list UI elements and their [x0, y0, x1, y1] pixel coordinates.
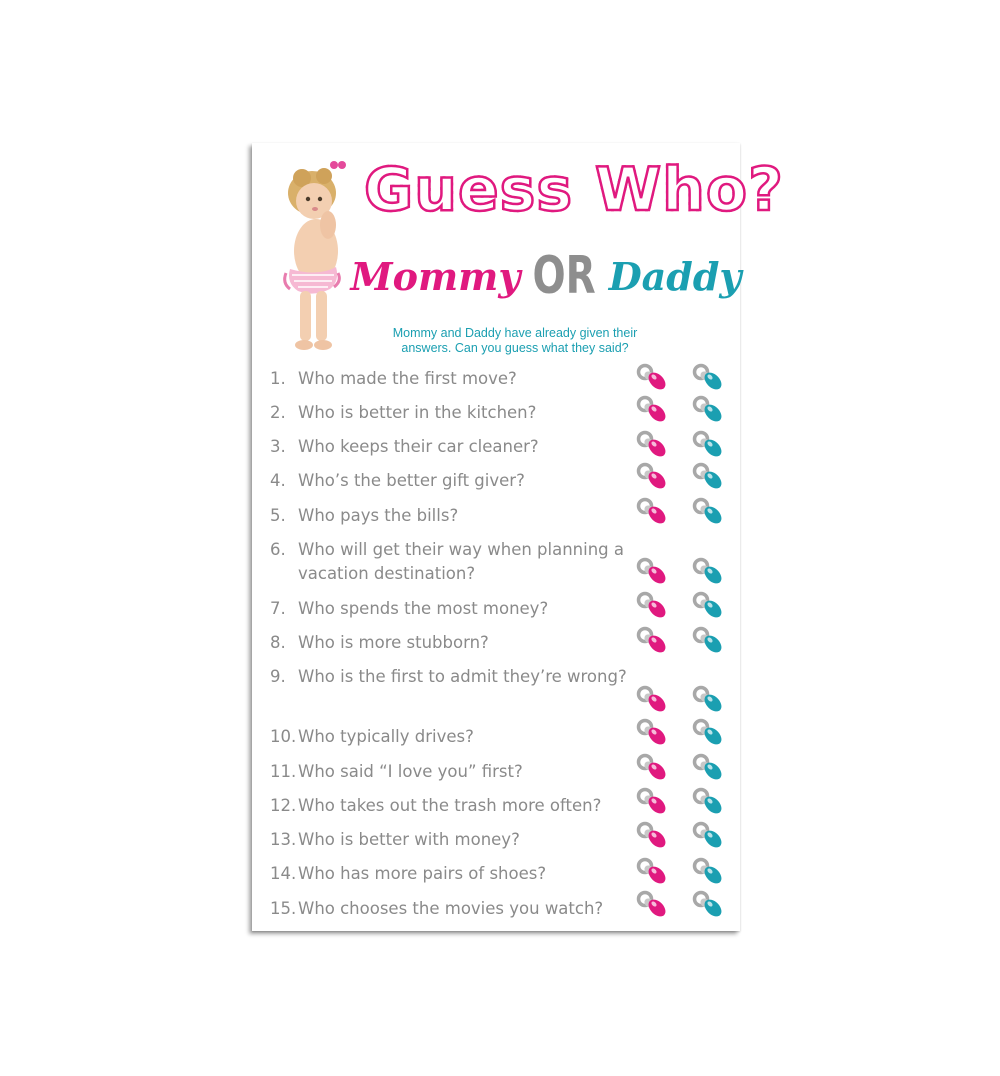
question-row — [270, 828, 650, 852]
question-text: Who is better in the kitchen? — [298, 403, 537, 422]
question-text: Who has more pairs of shoes? — [298, 864, 547, 883]
pink-pacifier-icon[interactable] — [636, 462, 670, 490]
question-number: 6. — [270, 540, 286, 559]
question-row — [270, 862, 650, 886]
teal-pacifier-icon[interactable] — [692, 685, 726, 713]
question-row — [270, 794, 650, 818]
pink-pacifier-icon[interactable] — [636, 787, 670, 815]
question-number: 4. — [270, 471, 286, 490]
teal-pacifier-icon[interactable] — [692, 462, 726, 490]
teal-pacifier-icon[interactable] — [692, 753, 726, 781]
question-row — [270, 435, 650, 459]
teal-pacifier-icon[interactable] — [692, 430, 726, 458]
question-row — [270, 897, 650, 921]
question-row — [270, 760, 650, 784]
instructions-text: Mommy and Daddy have already given their answers. Can you guess what they said? — [392, 326, 638, 355]
pink-pacifier-icon[interactable] — [636, 363, 670, 391]
pink-pacifier-icon[interactable] — [636, 497, 670, 525]
pink-pacifier-icon[interactable] — [636, 753, 670, 781]
question-text: Who’s the better gift giver? — [298, 471, 525, 490]
baby-girl-illustration — [268, 151, 356, 356]
teal-pacifier-icon[interactable] — [692, 591, 726, 619]
question-text: Who is the first to admit they’re wrong? — [298, 667, 627, 686]
question-number: 13. — [270, 830, 297, 849]
teal-pacifier-icon[interactable] — [692, 857, 726, 885]
pink-pacifier-icon[interactable] — [636, 718, 670, 746]
pink-pacifier-icon[interactable] — [636, 591, 670, 619]
question-row — [270, 725, 650, 749]
question-row — [270, 538, 650, 586]
teal-pacifier-icon[interactable] — [692, 787, 726, 815]
pink-pacifier-icon[interactable] — [636, 857, 670, 885]
game-card — [252, 143, 784, 931]
question-number: 11. — [270, 762, 297, 781]
question-number: 9. — [270, 667, 286, 686]
teal-pacifier-icon[interactable] — [692, 718, 726, 746]
pink-pacifier-icon[interactable] — [636, 821, 670, 849]
question-text: Who said “I love you” first? — [298, 762, 523, 781]
pink-pacifier-icon[interactable] — [636, 626, 670, 654]
question-number: 5. — [270, 506, 286, 525]
question-row — [270, 367, 650, 391]
question-text: Who will get their way when planning a vacation destination? — [298, 540, 625, 583]
question-text: Who pays the bills? — [298, 506, 459, 525]
question-number: 1. — [270, 369, 286, 388]
question-number: 7. — [270, 599, 286, 618]
question-text: Who typically drives? — [298, 727, 474, 746]
teal-pacifier-icon[interactable] — [692, 557, 726, 585]
teal-pacifier-icon[interactable] — [692, 363, 726, 391]
question-number: 15. — [270, 899, 297, 918]
question-text: Who chooses the movies you watch? — [298, 899, 604, 918]
teal-pacifier-icon[interactable] — [692, 497, 726, 525]
question-row — [270, 665, 650, 689]
pink-pacifier-icon[interactable] — [636, 430, 670, 458]
question-row — [270, 504, 650, 528]
question-text: Who is better with money? — [298, 830, 520, 849]
pink-pacifier-icon[interactable] — [636, 395, 670, 423]
teal-pacifier-icon[interactable] — [692, 821, 726, 849]
teal-pacifier-icon[interactable] — [692, 890, 726, 918]
question-row — [270, 401, 650, 425]
question-number: 2. — [270, 403, 286, 422]
question-row — [270, 597, 650, 621]
page-title: Guess Who? — [364, 155, 784, 225]
question-number: 12. — [270, 796, 297, 815]
question-number: 8. — [270, 633, 286, 652]
subtitle-or: OR — [532, 246, 597, 306]
question-text: Who spends the most money? — [298, 599, 549, 618]
question-row — [270, 469, 650, 493]
question-number: 3. — [270, 437, 286, 456]
teal-pacifier-icon[interactable] — [692, 395, 726, 423]
pink-pacifier-icon[interactable] — [636, 890, 670, 918]
question-text: Who takes out the trash more often? — [298, 796, 602, 815]
pink-pacifier-icon[interactable] — [636, 685, 670, 713]
teal-pacifier-icon[interactable] — [692, 626, 726, 654]
question-number: 10. — [270, 727, 297, 746]
pink-pacifier-icon[interactable] — [636, 557, 670, 585]
subtitle — [352, 243, 740, 309]
subtitle-mommy: Mommy — [350, 253, 521, 299]
question-row — [270, 631, 650, 655]
question-text: Who keeps their car cleaner? — [298, 437, 539, 456]
question-text: Who is more stubborn? — [298, 633, 489, 652]
question-text: Who made the first move? — [298, 369, 517, 388]
question-number: 14. — [270, 864, 297, 883]
subtitle-daddy: Daddy — [608, 253, 742, 299]
